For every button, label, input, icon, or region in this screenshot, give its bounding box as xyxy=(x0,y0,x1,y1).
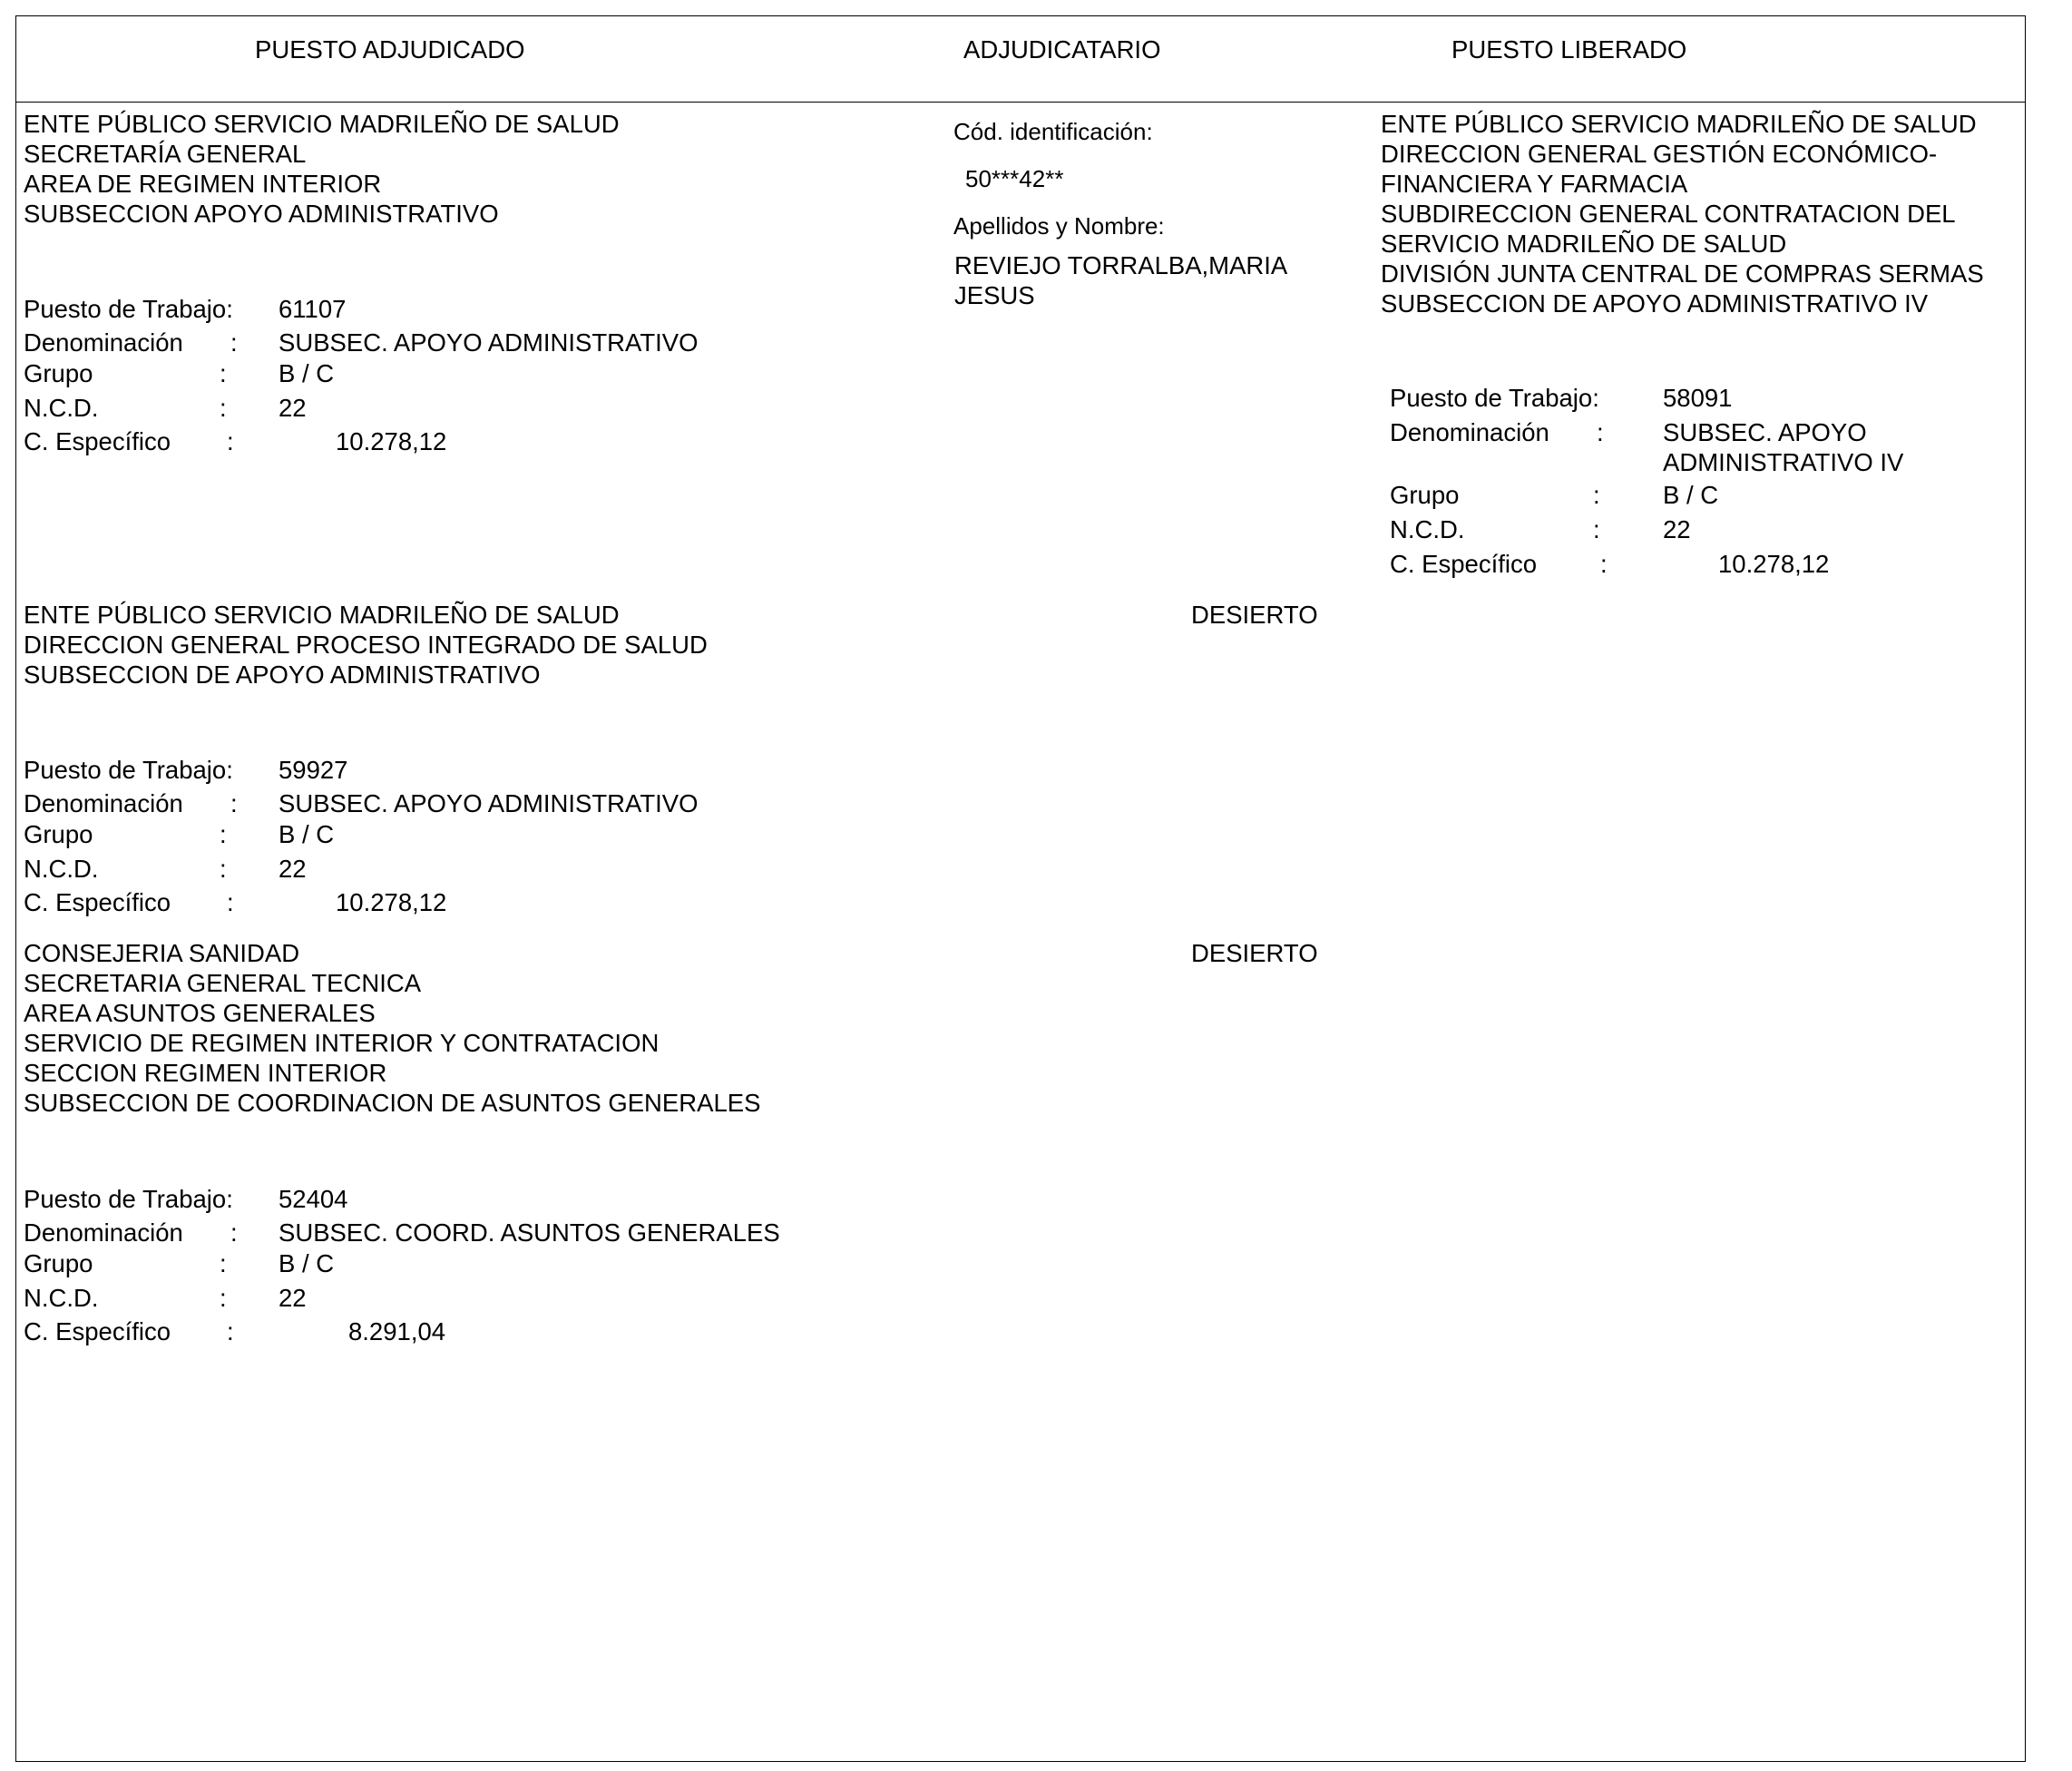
org-line: SUBSECCION DE COORDINACION DE ASUNTOS GENERALES xyxy=(24,1089,761,1117)
org-line: ENTE PÚBLICO SERVICIO MADRILEÑO DE SALUD xyxy=(24,601,620,629)
colon: : xyxy=(220,359,227,387)
value-grupo: B / C xyxy=(279,820,335,848)
org-line: SECRETARÍA GENERAL xyxy=(24,140,307,168)
label-cod-identificacion: Cód. identificación: xyxy=(953,118,1153,145)
value-especifico: 10.278,12 xyxy=(1718,550,1830,578)
status-desierto: DESIERTO xyxy=(1191,939,1318,967)
org-line: CONSEJERIA SANIDAD xyxy=(24,939,300,967)
label-especifico: C. Específico xyxy=(24,1317,171,1345)
label-puesto: Puesto de Trabajo: xyxy=(24,295,233,323)
colon: : xyxy=(1593,481,1600,509)
value-denominacion: SUBSEC. APOYO ADMINISTRATIVO xyxy=(279,789,699,817)
denominacion-line: SUBSEC. APOYO xyxy=(1663,418,1867,446)
label-grupo: Grupo xyxy=(24,820,93,848)
org-line: DIRECCION GENERAL PROCESO INTEGRADO DE SALUD xyxy=(24,631,708,659)
name-line: JESUS xyxy=(954,281,1035,309)
colon: : xyxy=(227,427,234,455)
value-cod-identificacion: 50***42** xyxy=(965,165,1064,192)
colon: : xyxy=(220,820,227,848)
org-line: AREA DE REGIMEN INTERIOR xyxy=(24,170,382,198)
label-ncd: N.C.D. xyxy=(1390,515,1465,543)
status-desierto: DESIERTO xyxy=(1191,601,1318,629)
label-puesto: Puesto de Trabajo: xyxy=(24,1185,233,1213)
value-especifico: 8.291,04 xyxy=(348,1317,446,1345)
value-apellidos-nombre xyxy=(954,250,1287,310)
org-line: SERVICIO MADRILEÑO DE SALUD xyxy=(1381,230,1787,258)
colon: : xyxy=(230,328,238,357)
liberado-organization xyxy=(1381,109,1984,318)
label-denominacion: Denominación xyxy=(24,328,183,357)
value-ncd: 22 xyxy=(279,855,307,883)
org-line: ENTE PÚBLICO SERVICIO MADRILEÑO DE SALUD xyxy=(1381,110,1977,138)
entry-1-organization xyxy=(24,109,620,229)
value-puesto: 61107 xyxy=(279,295,347,323)
value-grupo: B / C xyxy=(1663,481,1719,509)
org-line: FINANCIERA Y FARMACIA xyxy=(1381,170,1688,198)
colon: : xyxy=(1593,515,1600,543)
colon: : xyxy=(220,394,227,422)
value-denominacion: SUBSEC. APOYO ADMINISTRATIVO xyxy=(279,328,699,357)
value-denominacion: SUBSEC. COORD. ASUNTOS GENERALES xyxy=(279,1218,780,1247)
label-puesto: Puesto de Trabajo: xyxy=(24,756,233,784)
colon: : xyxy=(220,855,227,883)
label-especifico: C. Específico xyxy=(1390,550,1538,578)
label-grupo: Grupo xyxy=(24,359,93,387)
org-line: SECCION REGIMEN INTERIOR xyxy=(24,1059,387,1087)
header-divider xyxy=(15,102,2026,103)
value-puesto: 52404 xyxy=(279,1185,348,1213)
value-ncd: 22 xyxy=(279,394,307,422)
label-ncd: N.C.D. xyxy=(24,394,99,422)
label-ncd: N.C.D. xyxy=(24,855,99,883)
value-especifico: 10.278,12 xyxy=(336,427,447,455)
denominacion-line: ADMINISTRATIVO IV xyxy=(1663,448,1904,476)
org-line: SERVICIO DE REGIMEN INTERIOR Y CONTRATACION xyxy=(24,1029,660,1057)
label-apellidos-nombre: Apellidos y Nombre: xyxy=(953,212,1165,240)
label-puesto: Puesto de Trabajo: xyxy=(1390,384,1599,412)
org-line: SUBDIRECCION GENERAL CONTRATACION DEL xyxy=(1381,200,1956,228)
name-line: REVIEJO TORRALBA,MARIA xyxy=(954,251,1288,279)
header-puesto-adjudicado: PUESTO ADJUDICADO xyxy=(255,35,525,64)
org-line: SUBSECCION DE APOYO ADMINISTRATIVO xyxy=(24,660,541,689)
org-line: DIRECCION GENERAL GESTIÓN ECONÓMICO- xyxy=(1381,140,1938,168)
label-especifico: C. Específico xyxy=(24,888,171,916)
colon: : xyxy=(230,1218,238,1247)
org-line: ENTE PÚBLICO SERVICIO MADRILEÑO DE SALUD xyxy=(24,110,620,138)
colon: : xyxy=(1597,418,1604,446)
entry-3-organization xyxy=(24,938,760,1118)
label-especifico: C. Específico xyxy=(24,427,171,455)
label-grupo: Grupo xyxy=(24,1249,93,1277)
value-ncd: 22 xyxy=(1663,515,1691,543)
org-line: SUBSECCION DE APOYO ADMINISTRATIVO IV xyxy=(1381,289,1929,318)
colon: : xyxy=(1600,550,1608,578)
header-adjudicatario: ADJUDICATARIO xyxy=(963,35,1161,64)
org-line: SECRETARIA GENERAL TECNICA xyxy=(24,969,422,997)
value-puesto: 58091 xyxy=(1663,384,1733,412)
colon: : xyxy=(227,888,234,916)
org-line: SUBSECCION APOYO ADMINISTRATIVO xyxy=(24,200,499,228)
label-ncd: N.C.D. xyxy=(24,1284,99,1312)
org-line: AREA ASUNTOS GENERALES xyxy=(24,999,376,1027)
colon: : xyxy=(220,1249,227,1277)
value-grupo: B / C xyxy=(279,359,335,387)
value-denominacion xyxy=(1663,417,1903,477)
label-denominacion: Denominación xyxy=(1390,418,1549,446)
org-line: DIVISIÓN JUNTA CENTRAL DE COMPRAS SERMAS xyxy=(1381,259,1984,288)
value-puesto: 59927 xyxy=(279,756,348,784)
value-especifico: 10.278,12 xyxy=(336,888,447,916)
label-denominacion: Denominación xyxy=(24,789,183,817)
entry-2-organization xyxy=(24,600,708,690)
colon: : xyxy=(227,1317,234,1345)
colon: : xyxy=(220,1284,227,1312)
colon: : xyxy=(230,789,238,817)
value-ncd: 22 xyxy=(279,1284,307,1312)
header-puesto-liberado: PUESTO LIBERADO xyxy=(1451,35,1687,64)
label-grupo: Grupo xyxy=(1390,481,1460,509)
value-grupo: B / C xyxy=(279,1249,335,1277)
label-denominacion: Denominación xyxy=(24,1218,183,1247)
